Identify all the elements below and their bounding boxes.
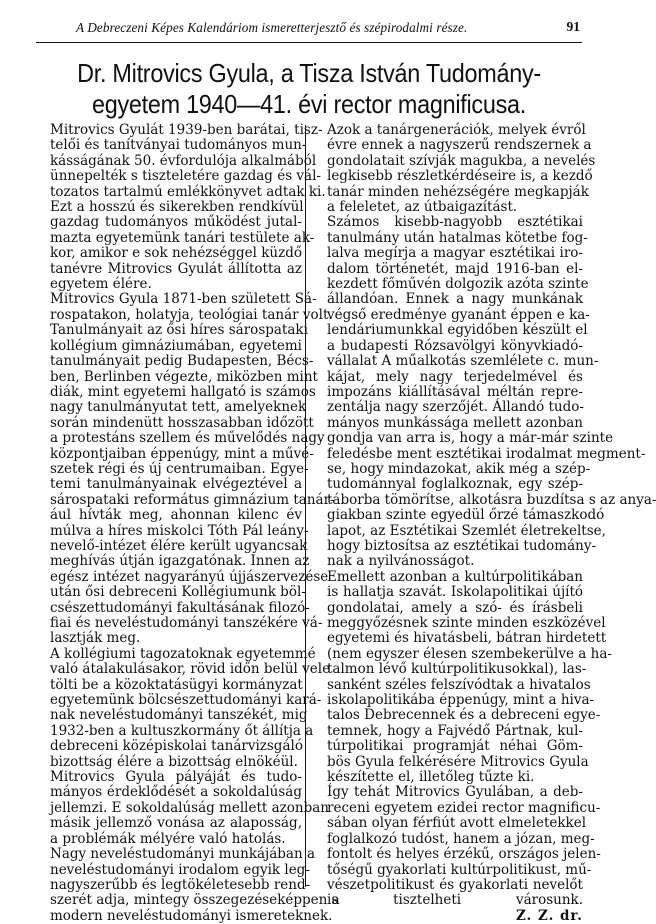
paragraph	[36, 122, 326, 200]
text-line: Mitrovics Gyula 1871-ben született Sá-	[50, 291, 317, 308]
text-line: gondolatai, amely a szó- és írásbeli	[327, 599, 583, 616]
text-line: meghívás útján igazgatónak. Innen az	[50, 553, 310, 570]
paragraph	[313, 122, 596, 216]
text-line: dalom történetét, majd 1916-ban el-	[327, 260, 583, 277]
text-line: Számos kisebb-nagyobb esztétikai	[327, 214, 583, 231]
paragraph	[36, 199, 315, 293]
text-line: egész intézet nagyarányú újjászervezése	[50, 568, 329, 585]
text-line: tanulmányait pedig Budapesten, Bécs-	[50, 353, 314, 370]
text-line: tőségű gyakorlati kultúrpolitikust, mű-	[327, 861, 592, 878]
text-line: tozatos tartalmú emlékkönyvet adtak ki.	[50, 183, 326, 200]
text-line: kollégium gimnáziumában, egyetemi	[50, 337, 302, 354]
text-line: hogy biztosítsa az esztétikai tudomány-	[327, 537, 597, 554]
text-line: nak neveléstudományi tanszékét, mig	[50, 707, 308, 724]
text-line: 1932-ben a kultuszkormány őt állítja a	[50, 722, 314, 739]
text-line: bizottság élére a bizottság elnökéül.	[50, 753, 298, 770]
text-line: csészettudományi fakultásának filozó-	[50, 599, 310, 616]
text-line: nak a nyilvánosságot.	[327, 553, 475, 570]
paragraph	[36, 645, 331, 770]
text-line: túrpolitikai programját néhai Göm-	[327, 738, 583, 755]
text-line: (nem egyszer élesen szembekerülve a ha-	[327, 645, 612, 662]
text-line: táborba tömörítse, alkotásra buzdítsa s az anya-	[327, 491, 656, 508]
text-line: központjaiban éppenúgy, mint a művé-	[50, 445, 314, 462]
text-line: tudománnyal foglalkoznak, egy szép-	[327, 476, 583, 493]
text-line: modern neveléstudományi ismereteknek.	[50, 907, 333, 924]
text-line: lendáriumunkkal egyidőben készült el	[327, 322, 588, 339]
running-header	[36, 14, 582, 43]
text-line: másik jellemző vonása az alaposság,	[50, 815, 302, 832]
text-line: temi tanulmányainak elvégeztével a	[50, 476, 302, 493]
paragraph	[313, 214, 656, 570]
text-line: egyetemi és hivatásbeli, bátran hirdetett	[327, 630, 607, 647]
text-line: is tisztelheti városunk.	[327, 892, 583, 909]
text-line: sanként széles felszívódtak a hivatalos	[327, 676, 591, 693]
text-line: való átalakulásakor, rövid időn belül vele	[50, 661, 331, 678]
running-title: A Debreczeni Képes Kalendáriom ismeretterjesztő és szépirodalmi része.	[76, 20, 468, 35]
text-line: Azok a tanárgenerációk, melyek évről	[327, 122, 586, 138]
text-line: ben, Berlinben végezte, miközben mint	[50, 368, 318, 385]
article-title-line: egyetem 1940—41. évi rector magnificusa.	[91, 89, 527, 119]
text-line: impozáns kiállításával méltán repre-	[327, 383, 583, 400]
text-line: telői és tanítványai tudományos mun-	[50, 137, 307, 154]
text-line: se, hogy mindazokat, akik még a szép-	[327, 460, 591, 477]
text-line: tanévre Mitrovics Gyulát állította az	[50, 260, 302, 277]
text-line: gondolatait szívják magukba, a nevelés	[327, 152, 596, 169]
text-line: Így tehát Mitrovics Gyulában, a deb-	[327, 784, 583, 801]
text-line: vészetpolitikust és gyakorlati nevelőt	[327, 876, 583, 893]
left-column	[36, 122, 340, 924]
text-line: egyetemünk bölcsészettudományi kará-	[50, 692, 322, 709]
text-line: mazta egyetemünk tanári testülete ak-	[50, 229, 315, 246]
article-title-line: Dr. Mitrovics Gyula, a Tisza István Tudomány-	[77, 58, 541, 88]
text-line: sárospataki református gimnázium tanár-	[50, 491, 335, 508]
text-line: során mindenütt hosszasabban időzött	[50, 414, 314, 431]
text-line: tölti be a közoktatásügyi kormányzat	[50, 676, 303, 693]
text-line: egyetem élére.	[50, 276, 152, 293]
text-line: tanulmány után hatalmas kötetbe fog-	[327, 229, 588, 246]
text-line: Nagy neveléstudományi munkájában a	[50, 846, 316, 863]
article-title	[63, 58, 554, 120]
text-line: foglalkozó tudóst, hanem a józan, meg-	[327, 830, 595, 847]
paragraph	[313, 784, 601, 924]
paragraph	[36, 291, 335, 647]
text-line: szetek régi és új centrumaiban. Egye-	[50, 460, 309, 477]
text-line: is hallatja szavát. Iskolapolitikai újító	[327, 584, 583, 601]
text-line: gazdag tudományos működést jutal-	[50, 214, 302, 231]
text-line: ául hívták meg, ahonnan kilenc év	[50, 507, 302, 524]
text-line: szerét adja, mintegy összegezéseképpen a	[50, 892, 340, 909]
text-line: lasztják meg.	[50, 630, 141, 647]
text-line: a budapesti Rózsavölgyi könyvkiadó-	[327, 337, 583, 354]
paragraph	[36, 846, 340, 924]
text-line: zentálja nagy szerzőjét. Állandó tudo-	[327, 399, 584, 416]
text-line: Mitrovics Gyula pályáját és tudo-	[50, 769, 302, 786]
text-line: Tanulmányait az ősi híres sárospataki	[50, 322, 308, 339]
text-line: lalva megírja a magyar esztétikai iro-	[327, 245, 583, 262]
text-line: a feleletet, az útbaigazítást.	[327, 199, 518, 216]
text-line: kezdett főművén dolgozik azóta szinte	[327, 276, 589, 293]
text-line: kor, amikor e sok nehézséggel küzdő	[50, 245, 302, 262]
page-number: 91	[566, 19, 580, 34]
text-line: diák, mint egyetemi hallgató is számos	[50, 383, 316, 400]
text-line: receni egyetem ezidei rector magnificu-	[327, 799, 601, 816]
text-line: neveléstudományi irodalom egyik leg-	[50, 861, 310, 878]
text-line: Ezt a hosszú és sikerekben rendkívül	[50, 199, 304, 216]
text-line: talmon lévő kultúrpolitikusokkal), las-	[327, 661, 587, 678]
text-line: talos Debrecennek és a debreceni egye-	[327, 707, 601, 724]
text-line: nevelő-intézet élére került ugyancsak	[50, 537, 308, 554]
text-line: vállalat A műalkotás szemlélete c. mun-	[327, 353, 599, 370]
author-signature: Z. Z. dr.	[515, 907, 583, 924]
text-line: A kollégiumi tagozatoknak egyetemmé	[50, 645, 316, 662]
text-line: fontolt és helyes érzékű, országos jelen-	[327, 846, 601, 863]
paragraph	[36, 769, 329, 847]
text-line: legkisebb részletkérdéseire is, a kezdő	[327, 168, 593, 185]
text-line: végső eredménye gyanánt éppen e ka-	[327, 306, 590, 323]
text-line: rospatakon, holatyja, teológiai tanár volt.	[50, 306, 333, 323]
text-line: gondja van arra is, hogy a már-már szinte	[327, 430, 614, 447]
text-line: sában olyan férfiút avott elmeletekkel	[327, 815, 587, 832]
paragraph	[313, 568, 612, 786]
column-divider	[305, 125, 306, 887]
text-line: ünnepelték s tiszteletére gazdag és vál-	[50, 168, 321, 185]
text-line: giakban szinte egyedül őrzé támaszkodó	[327, 507, 605, 524]
right-column	[313, 122, 656, 924]
text-line: mányos érdeklődését a sokoldalúság	[50, 784, 302, 801]
text-line: készítette el, illetőleg tűzte ki.	[327, 769, 535, 786]
text-line: Mitrovics Gyulát 1939-ben barátai, tisz-	[50, 122, 323, 138]
text-line: Emellett azonban a kultúrpolitikában	[327, 568, 583, 585]
text-line: lapot, az Esztétikai Szemlét életrekeltse,	[327, 522, 606, 539]
text-line: tanár minden nehézségére megkapják	[327, 183, 589, 200]
text-line: nagyszerűbb és legtökéletesebb rend-	[50, 876, 311, 893]
text-line: nagy tanulmányutat tett, amelyeknek	[50, 399, 307, 416]
text-line: temnek, hogy a Fajvédő Pártnak, kul-	[327, 722, 583, 739]
text-line: jellemzi. E sokoldalúság mellett azonban	[50, 799, 329, 816]
text-line: feledésbe ment esztétikai irodalmat megment-	[327, 445, 646, 462]
text-line: a problémák mélyére való hatolás.	[50, 830, 286, 847]
text-line: kájat, mely nagy terjedelmével és	[327, 368, 583, 385]
text-line: után ősi debreceni Kollégiumunk böl-	[50, 584, 306, 601]
text-line: debreceni középiskolai tanárvizsgáló	[50, 738, 303, 755]
text-line: meggyőzésnek szinte minden eszközével	[327, 615, 606, 631]
text-line: fiai és neveléstudományi tanszékére vá-	[50, 615, 323, 631]
text-line: állandóan. Ennek a nagy munkának	[327, 291, 583, 308]
text-line: bös Gyula felkérésére Mitrovics Gyula	[327, 753, 589, 770]
text-line: kásságának 50. évfordulója alkalmából	[50, 152, 317, 169]
text-line: iskolapolitikába éppenúgy, mint a hiva-	[327, 692, 595, 709]
text-line: a protestáns szellem és művelődés nagy	[50, 430, 325, 447]
text-line: mányos munkássága mellett azonban	[327, 414, 583, 431]
text-line: évre ennek a nagyszerű rendszernek a	[327, 137, 592, 154]
text-line: múlva a híres miskolci Tóth Pál leány-	[50, 522, 309, 539]
